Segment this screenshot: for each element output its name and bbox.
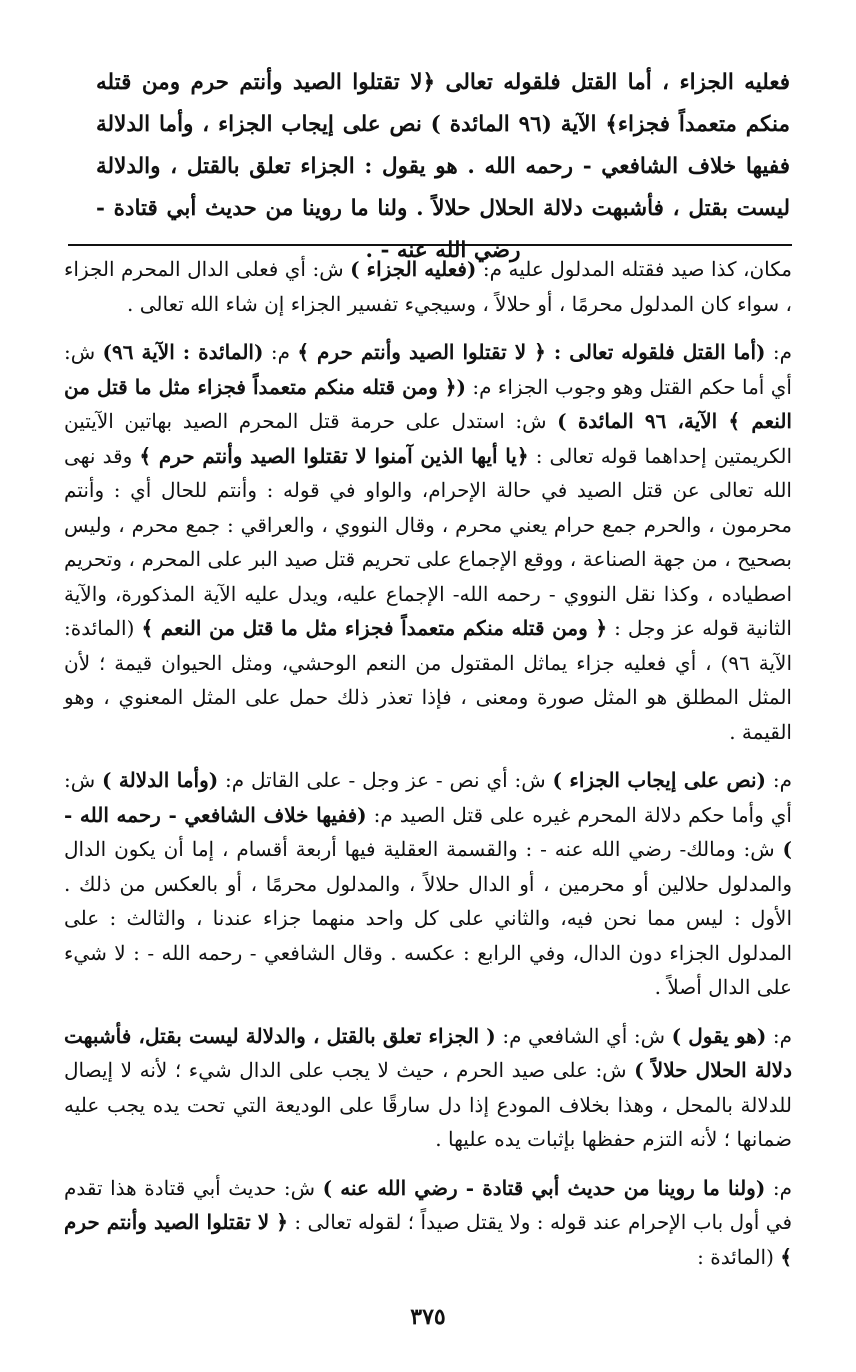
sharh-commentary: [64, 252, 792, 1288]
sharh-quote: (فعليه الجزاء ): [350, 257, 477, 281]
sharh-segment: م:: [766, 1023, 792, 1048]
sharh-paragraph: [64, 1019, 792, 1157]
sharh-segment: ش: استدل على حرمة قتل المحرم الصيد بهاتين الآيتين الكريمتين إحداهما قوله تعالى :: [64, 409, 793, 468]
sharh-segment: م:: [766, 768, 792, 792]
sharh-segment: ش: أي فعلى الدال المحرم الجزاء ، سواء كان المدلول محرمًا ، أو حلالاً ، وسيجيء تفسير الجزاء إن شاء الله تعالى .: [64, 257, 792, 316]
sharh-segment: م:: [263, 340, 298, 364]
sharh-segment: (المائدة :: [697, 1244, 781, 1269]
sharh-segment: م:: [765, 1175, 792, 1200]
sharh-quote: ﴿ ومن قتله منكم متعمداً فجزاء مثل ما قتل من النعم ﴾: [141, 616, 608, 640]
separator-line: [68, 244, 792, 246]
page-number: ٣٧٥: [410, 1304, 446, 1330]
sharh-quote: ﴿ لا تقتلوا الصيد وأنتم حرم ﴾: [64, 1210, 792, 1269]
sharh-paragraph: [64, 335, 792, 749]
sharh-quote: (المائدة : الآية ٩٦): [102, 340, 264, 364]
sharh-quote: ( الجزاء تعلق بالقتل ، والدلالة ليست بقتل، فأشبهت دلالة الحلال حلالاً ): [64, 1023, 792, 1082]
sharh-paragraph: [64, 1171, 792, 1275]
sharh-paragraph: [64, 252, 792, 321]
sharh-segment: ش: أي نص - عز وجل - على القاتل م:: [218, 768, 553, 792]
sharh-quote: (نص على إيجاب الجزاء ): [552, 768, 767, 792]
sharh-quote: (﴿ ومن قتله منكم متعمداً فجزاء مثل ما قتل من النعم ﴾ الآية، ٩٦ المائدة ): [64, 374, 792, 433]
sharh-segment: ش: أي الشافعي م:: [495, 1023, 672, 1048]
sharh-segment: ش: أي وأما حكم دلالة المحرم غيره على قتل الصيد م:: [64, 768, 792, 827]
sharh-segment: ش: حديث أبي قتادة هذا تقدم في أول باب الإحرام عند قوله : ولا يقتل صيداً ؛ لقوله تعالى :: [64, 1175, 792, 1234]
sharh-paragraph: [64, 763, 792, 1005]
sharh-segment: ش: ومالك- رضي الله عنه - : والقسمة العقلية فيها أربعة أقسام ، إما أن يكون الدال والمدلول حلالين أو محرمين ، أو الدال حلالاً ، والمدلول محرمًا ، أو بالعكس من ذلك . الأول : ليس مما نحن فيه، والثاني على كل واحد منهما جزاء عندنا ، والثالث : على المدلول الجزاء دون الدال، وفي الرابع : عكسه . وقال الشافعي - رحمه الله - : لا شيء على الدال أصلاً .: [64, 837, 792, 999]
matn-text: فعليه الجزاء ، أما القتل فلقوله تعالى ﴿لا تقتلوا الصيد وأنتم حرم ومن قتله منكم متعمداً فجزاء﴾ الآية (٩٦ المائدة ) نص على إيجاب الجزاء ، وأما الدلالة ففيها خلاف الشافعي - رحمه الله . هو يقول : الجزاء تعلق بالقتل ، والدلالة ليست بقتل ، فأشبهت دلالة الحلال حلالاً . ولنا ما روينا من حديث أبي قتادة - رضي الله عنه - .: [96, 70, 790, 263]
sharh-quote: (أما القتل فلقوله تعالى : ﴿ لا تقتلوا الصيد وأنتم حرم ﴾: [297, 340, 766, 364]
sharh-segment: وقد نهى الله تعالى عن قتل الصيد في حالة الإحرام، والواو في قوله : وأنتم للحال أي : وأنتم محرمون ، والحرم جمع حرام يعني محرم ، وقال النووي ، والعراقي : جمع محرم ، وليس بصحيح ، من جهة الصناعة ، ووقع الإجماع على تحريم قتل صيد البر على المحرم ، وتحريم اصطياده ، وكذا نقل النووي - رحمه الله- الإجماع عليه، ويدل عليه الآية المذكورة، والآية الثانية قوله عز وجل :: [64, 443, 792, 640]
sharh-segment: م:: [765, 340, 792, 364]
sharh-segment: ش: على صيد الحرم ، حيث لا يجب على الدال شيء ؛ لأنه لا إيصال للدلالة بالمحل ، وهذا بخلاف المودع إذا دل سارقًا على الوديعة التي تحت يده يجب عليه ضمانها ؛ لأنه التزم حفظها بإثبات يده عليها .: [64, 1058, 792, 1151]
sharh-quote: (هو يقول ): [671, 1023, 767, 1048]
sharh-segment: مكان، كذا صيد فقتله المدلول عليه م:: [476, 257, 793, 281]
sharh-segment: ش: أي أما حكم القتل وهو وجوب الجزاء م:: [64, 340, 792, 399]
sharh-quote: ﴿يا أيها الذين آمنوا لا تقتلوا الصيد وأنتم حرم ﴾: [139, 443, 529, 468]
sharh-quote: (وأما الدلالة ): [102, 768, 219, 792]
sharh-quote: (ففيها خلاف الشافعي - رحمه الله - ): [64, 802, 792, 861]
sharh-quote: (ولنا ما روينا من حديث أبي قتادة - رضي الله عنه ): [322, 1175, 766, 1200]
sharh-segment: (المائدة: الآية ٩٦) ، أي فعليه جزاء يماثل المقتول من النعم الوحشي، ومثل الحيوان قيمة ؛ لأن المثل المطلق هو المثل صورة ومعنى ، فإذا تعذر ذلك حمل على المثل المعنوي ، وهو القيمة .: [64, 616, 792, 744]
